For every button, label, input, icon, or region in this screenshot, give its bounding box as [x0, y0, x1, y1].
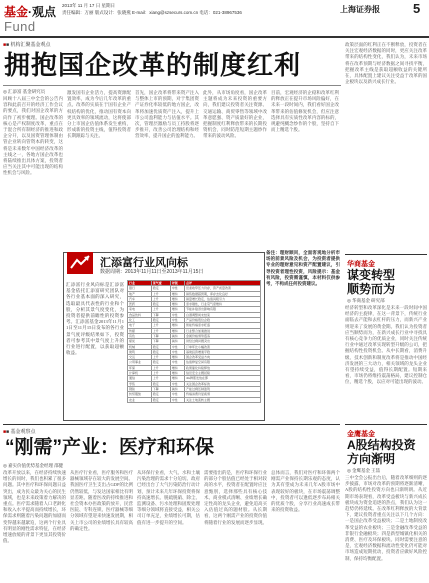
- table-cell: 纺织服装: [128, 392, 152, 397]
- lower-column-1: 改革开放以来，在经济持续快速增长的同时，我们也积累了很多问题。其中医疗和环保问题日益突出，成为民众最为关心的民生领域，也是未来政策着力解决的重点。医疗需求随着人口老龄化和收入水平提高而持续增长，环保需求则随着污染问题的加剧而变得越来越紧迫，这两个行业具有明显的刚性需求特征，在经济增速放缓的背景下更显其投资价值。: [3, 470, 66, 544]
- fund-table-header-cell: 点评: [185, 281, 261, 286]
- table-cell: 基建投资增速平稳: [185, 349, 261, 354]
- table-cell: 增持: [170, 328, 184, 333]
- table-cell: 有色: [128, 333, 152, 338]
- table-cell: 上升: [151, 307, 170, 312]
- table-cell: 终端消费仍显疲弱: [185, 392, 261, 397]
- table-cell: 增持: [170, 296, 184, 301]
- lead-column-2: 激发国有企业活力，提高资源配置效率，成为今后几年改革的重点。改革的实质在于国有企业产权结构的优化，推动国有资本向更具效率的领域流动，这将使部分上市国企估值体系发生重构，形成新的投资主线，值得投资者长期跟踪与关注。: [67, 90, 131, 139]
- table-cell: 稳定: [151, 397, 170, 402]
- table-cell: 稳定: [151, 381, 170, 386]
- lead-column-3: 首先，国企改革将带来资产注入与整体上市的预期，对于集团资产证券化率较低的地方国企，改革将加速优质资产注入，提升上市公司盈利能力与估值水平。其次，管理层激励与员工持股将逐步推开，改善公司治理结构和经营效率，提升国企的盈利能力。: [135, 90, 199, 139]
- lead-column-4: 此外，从市场角度看，国企改革主题将成为未来投资的重要方向，我们建议投资者关注资源、交通运输、商贸零售等领域中改革意愿强、资产质量好的企业，把握制度红利释放带来的长期投资机会，同时防范短期主题炒作带来的波动风险。: [203, 90, 267, 139]
- fund-table-header-cell: 评级: [170, 281, 184, 286]
- table-cell: 稳定: [151, 344, 170, 349]
- lead-tag-text: ■ 机构汇聚基金观点: [6, 42, 51, 48]
- lower-headline: “刚需”产业：医疗和环保: [5, 437, 215, 458]
- lead-tag: ■■ 机构汇聚基金观点: [3, 42, 51, 48]
- table-cell: 关注国企改革标的: [185, 381, 261, 386]
- page-number: 5: [413, 1, 421, 16]
- story1-source: 华商基金: [347, 261, 375, 268]
- fund-title: 汇添富行业风向标: [100, 257, 188, 269]
- story2-headline: A股结构投资 方向渐明: [347, 438, 416, 466]
- table-cell: 上升: [151, 296, 170, 301]
- table-cell: 家电: [128, 307, 152, 312]
- table-cell: 化工: [128, 318, 152, 323]
- table-cell: 智能终端需求旺盛: [185, 323, 261, 328]
- story2-byline: ◎ 金鹰基金 王喆: [347, 468, 381, 473]
- table-cell: 上升: [151, 365, 170, 370]
- table-cell: 需求刚性，行业景气度维持: [185, 302, 261, 307]
- lead-rule: [3, 85, 341, 86]
- lower-tag-text: ■ 基金观察点: [6, 429, 36, 435]
- table-cell: 下降: [151, 312, 170, 317]
- table-cell: 增持: [170, 323, 184, 328]
- fund-stat-period: 数据周期：2013年11月11日至2013年11月15日: [100, 269, 204, 275]
- table-cell: 减持: [170, 386, 184, 391]
- table-cell: 关注土地流转主题: [185, 397, 261, 402]
- table-cell: 通信: [128, 376, 152, 381]
- table-cell: 上升: [151, 376, 170, 381]
- table-cell: 增持: [170, 355, 184, 360]
- lower-column-5: 总体而言，我们对医疗和环保两个刚需产业保持长期乐观的态度，认为其有望成为未来几年A股市场中表现较好的板块，在市场震荡调整中，投资者可以逢低逐步布局相关的优质个股，分享行业高速成长带来的投资收益。: [271, 470, 340, 513]
- table-cell: 机械: [128, 344, 152, 349]
- table-cell: 中性: [170, 318, 184, 323]
- lead-column-5: 目前，宏观经济的企稳和改革红利的释放正在提升市场风险偏好，在未来一段时间内，我们看好国企改革带来的估值修复机会，但应注意选择具有实质性改革内容的标的，规避纯概念炒作的个股，坚持自下而上精选个股。: [271, 90, 339, 133]
- table-cell: 增持: [170, 365, 184, 370]
- fund-table-header-cell: 行业: [128, 281, 152, 286]
- table-cell: 建筑: [128, 349, 152, 354]
- table-cell: 公用事业: [128, 360, 152, 365]
- table-cell: 传媒: [128, 328, 152, 333]
- section-english: Fund: [4, 19, 36, 34]
- table-cell: 上升: [151, 328, 170, 333]
- table-cell: 稳定: [151, 302, 170, 307]
- table-cell: 银行: [128, 286, 152, 291]
- right-top-text: 政策层面的红利正在不断释放，投资者在关注宏观经济数据的同时，更应关注改革带来的结构性变化，我们认为，未来市场将在改革预期与经济数据之间寻找平衡，把握改革主线是获取超额收益的关键所在，具体配置上建议关注受益于改革的国企板块以及新兴成长行业。: [345, 42, 427, 85]
- table-cell: 白酒调整尚未结束: [185, 312, 261, 317]
- table-cell: 中性: [170, 349, 184, 354]
- lead-column-1: 回顾十八届三中全会的公告内容和此前召开的经济工作会议的要点，我们对国企改革的方向作了初步梳理。国企改革的核心是产权制度改革，重点在于混合所有制经济的推进和政企分开，以及国资管理体制由管企业转向管资本的转变，这将是未来数年中国经济改革的主线之一，各地方国企改革也将陆续推出具体方案，投资者应当关注其中可能出现的结构性机会与风险。: [3, 96, 63, 176]
- table-cell: 产能过剩压制盈利: [185, 386, 261, 391]
- table-cell: 增持: [170, 291, 184, 296]
- table-cell: 稳定: [151, 360, 170, 365]
- table-cell: 汽车: [128, 296, 152, 301]
- table-cell: 减持: [170, 339, 184, 344]
- table-cell: 中性: [170, 381, 184, 386]
- table-cell: 下降: [151, 333, 170, 338]
- fund-table-header-cell: 景气度: [151, 281, 170, 286]
- table-cell: 上升: [151, 291, 170, 296]
- fund-table: [127, 280, 261, 403]
- table-cell: 政策催化持续释放: [185, 365, 261, 370]
- lead-headline: 拥抱国企改革的制度红利: [4, 50, 302, 80]
- table-cell: 节能补贴退出影响有限: [185, 307, 261, 312]
- fund-logo-icon: [67, 252, 93, 274]
- lead-byline: ◎ 汇添富 基金研究员: [3, 89, 46, 94]
- table-cell: 订单环比小幅改善: [185, 344, 261, 349]
- table-cell: 电子: [128, 323, 152, 328]
- table-cell: 医药: [128, 302, 152, 307]
- table-cell: 增持: [170, 302, 184, 307]
- table-cell: 煤炭: [128, 339, 152, 344]
- header-rule: [0, 36, 429, 38]
- table-cell: 上升: [151, 355, 170, 360]
- lower-column-4: 需要指出的是，医疗和环保行业的部分个股估值已经处于相对较高的水平，投资者在配置时应注意甄别，选择那些具有核心技术、商业模式清晰、业绩增长确定性高的龙头企业，避免追高买入估值过高的题材股。从长期看，这两个刚需产业的投资价值将随着行业的发展而逐步显现。: [204, 470, 267, 525]
- table-cell: 信息安全主题延续: [185, 371, 261, 376]
- table-cell: 上升: [151, 323, 170, 328]
- table-cell: 金属价格弱势震荡: [185, 333, 261, 338]
- story1-byline: ◎ 华商基金 研究部: [347, 298, 385, 303]
- lower-tag: ■■ 基金观察点: [3, 429, 36, 435]
- right-rule-1: [345, 254, 427, 255]
- table-cell: 增持: [170, 371, 184, 376]
- table-cell: 4G牌照发放在即: [185, 376, 261, 381]
- section-sub: 观点: [32, 5, 57, 19]
- story1-body: 经济转型和改革深化是未来一段时间中国经济的主旋律，在这一背景下，传统行业面临去产能和去杠杆的压力，而新兴产业则迎来了发展的黄金期。我们认为投资者应当顺势而为，在新兴成长行业中寻找具有核心竞争力的优质企业，同时关注传统行业中通过改革实现转型升级的公司，把握结构性投资机会。从中长期看，消费升级、技术创新和制度改革将是推动中国经济发展的三大动力，相关领域的龙头企业有望持续受益，值得长期配置。短期来看，市场仍将维持震荡格局，建议控制仓位，精选个股，以应对可能出现的波动。: [345, 305, 427, 385]
- table-cell: 销售数据超预期，库存去化良好: [185, 291, 261, 296]
- story2-source: 金鹰基金: [347, 431, 375, 438]
- table-cell: 稳定: [151, 286, 170, 291]
- table-cell: 息差收窄压力仍存，资产质量改善: [185, 286, 261, 291]
- header-meta: [62, 3, 312, 16]
- section-title: 基金·观点: [4, 5, 57, 19]
- table-cell: 销量增长稳定，估值具吸引力: [185, 296, 261, 301]
- table-cell: 产品价格低位企稳: [185, 318, 261, 323]
- table-cell: 稳定: [151, 318, 170, 323]
- table-cell: 上升: [151, 371, 170, 376]
- right-rule-2: [345, 424, 427, 425]
- editor-info: 责任编辑：万丽 版式设计：张晓燕 E-mail：xiang@szsecurs.com.cn 电话：021-38967536: [62, 9, 242, 15]
- table-cell: 地产: [128, 291, 152, 296]
- section-name: 基金: [4, 5, 29, 19]
- table-cell: 下降: [151, 386, 170, 391]
- fund-intro: 汇添富行业风向标是汇添富基金依托汇添富研究团队对各行业基本面的深入研究，选取最具代表性的行业和个股，分析其景气度变化，为投资者提供前瞻性的投资参考。汇添富基金2013年11月11日至11月15日发布的各行业景气度评级结果如下，投资者可参考其中景气度上升的行业进行配置，以获取超额收益。: [66, 282, 124, 356]
- table-cell: 增持: [170, 307, 184, 312]
- table-cell: 零售: [128, 381, 152, 386]
- table-cell: 计算机: [128, 371, 152, 376]
- lower-column-3: 从环保行业看，大气、水和土壤污染治理的需求十分迫切。政府已经出台了大气污染防治行动计划，预计未来几年环保投资将保持高速增长。脱硫脱硝、除尘、监测设备、污水处理和固废处理等细分领域将直接受益，相关公司订单充足，业绩增长可期，估值有进一步提升的空间。: [137, 470, 200, 525]
- newspaper-name: 上海证券报: [340, 5, 380, 14]
- table-cell: 下降: [151, 339, 170, 344]
- advisor-note: 备注：理财顾问，全面客观地分析市场的前景风险及机会，为投资者提供专业的理财意见和资产配置建议，引导投资者理性投资，风险提示：基金有风险，投资需谨慎，本材料仅供参考，不构成任何投资建议。: [266, 250, 340, 287]
- table-cell: 农业: [128, 397, 152, 402]
- table-cell: 供给过剩问题突出: [185, 339, 261, 344]
- story2-body: 三中全会公报出台后，随着改革细则的逐步披露，市场对改革的预期将逐渐清晰，A股的结构性投资方向也日渐明朗。从近期市场表现看，改革受益板块与新兴成长板块成为资金追逐的热点，我们认为这一趋势仍将延续。在改革红利释放的大背景下，建议投资者重点关注以下几个方向：一是国企改革受益板块；二是土地制度改革受益的农业板块；三是金融改革受益的非银行金融板块；四是新型城镇化相关的消费、医疗及环保板块。同时需要注意的是，宏观经济数据和流动性变化仍可能对市场造成短期扰动，投资者应做好风险控制，保持均衡配置。: [345, 475, 427, 561]
- table-cell: 中性: [170, 392, 184, 397]
- table-cell: 稳定: [151, 349, 170, 354]
- table-cell: 中性: [170, 397, 184, 402]
- table-cell: 中性: [170, 344, 184, 349]
- table-cell: 估值修复空间有限: [185, 360, 261, 365]
- issue-date: 2013年 11 月 17 日 星期日: [62, 3, 115, 8]
- story1-headline: 谋变转型 顺势而为: [347, 268, 396, 296]
- table-cell: 中性: [170, 360, 184, 365]
- table-cell: 稳定: [151, 392, 170, 397]
- table-cell: 减持: [170, 333, 184, 338]
- table-cell: 行业整合加速推进: [185, 328, 261, 333]
- table-cell: 国企改革受益方向: [185, 355, 261, 360]
- lower-byline: ◎ 嘉实价值优势基金经理 邵健: [3, 463, 64, 468]
- table-cell: 交运: [128, 355, 152, 360]
- table-cell: 增持: [170, 376, 184, 381]
- table-cell: 中性: [170, 312, 184, 317]
- lower-column-2: 从医疗行业看，医疗服务和医疗器械领域存在较大的发展空间。我国医疗卫生支出占GDP的比例仍然较低，与发达国家相比有明显差距。随着医改的持续推进和社会资本办医政策的放开，民营医院、专科连锁、医疗器械等细分领域有望迎来快速发展期，相关上市公司的业绩增长具有较高的确定性。: [70, 470, 133, 531]
- table-cell: 环保: [128, 365, 152, 370]
- lower-rule: [3, 424, 340, 425]
- table-cell: 中性: [170, 286, 184, 291]
- table-cell: 食品饮料: [128, 312, 152, 317]
- table-row: [128, 397, 261, 402]
- table-cell: 钢铁: [128, 386, 152, 391]
- fund-table-wrap: [127, 280, 261, 416]
